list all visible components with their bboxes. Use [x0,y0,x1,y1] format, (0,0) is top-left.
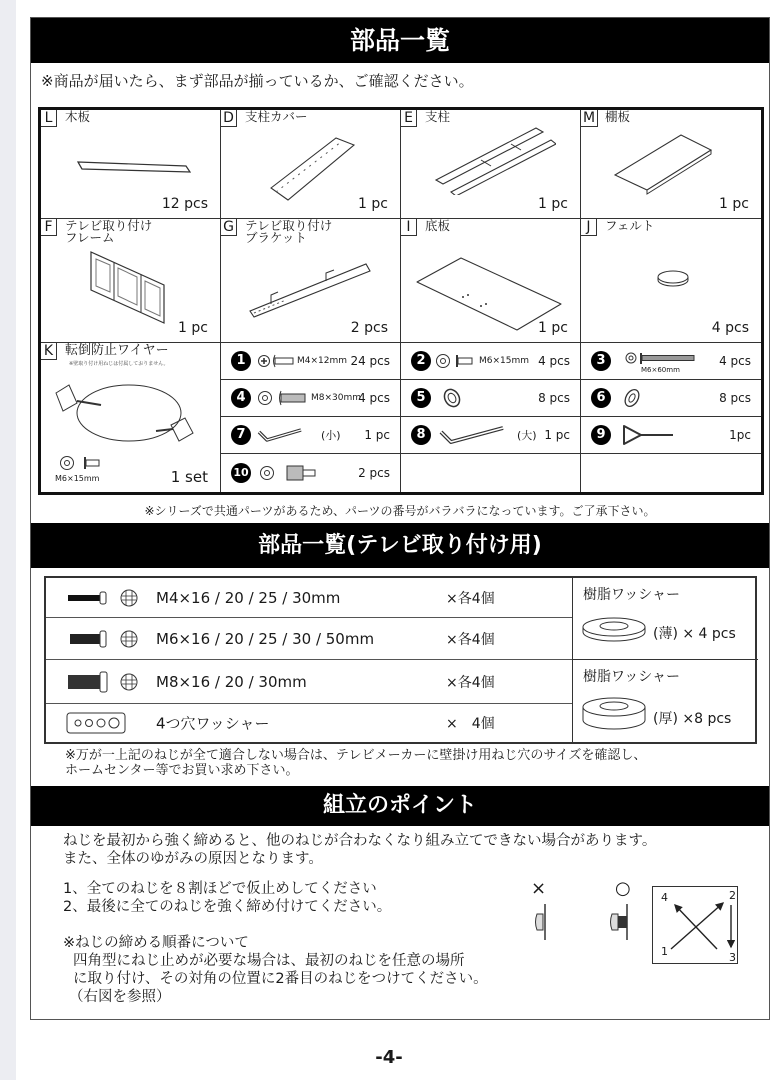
part-qty: 1 pc [719,196,749,212]
hardware-item-6 [581,380,761,417]
tv-screw-row-m6 [46,618,572,660]
flat-washer-icon [621,387,643,409]
wood-board-icon [76,158,191,178]
tight-screw-icon [603,902,633,942]
wire-screw-spec: M6×15mm [55,474,100,483]
screw-count: ×各4個 [446,590,495,607]
empty-cell [401,454,581,492]
tv-screw-row-washer-plate [46,704,572,742]
check-note: ※商品が届いたら、まず部品が揃っているか、ご確認ください。 [41,72,474,90]
item-spec: M4×12mm [297,356,348,366]
large-hex-key-icon [439,424,505,446]
item-spec: M6×60mm [641,366,680,374]
order-label-1: 1 [661,945,668,958]
item-number: 1 [231,351,251,371]
spring-washer-icon [441,387,463,409]
resin-washer-column [572,578,757,742]
item-spec: (大) [517,429,537,442]
part-name: 支柱 [425,109,451,124]
item-spec: M6×15mm [479,356,530,366]
part-id: J [581,219,597,236]
step-2: 2、最後に全てのねじを強く締め付けてください。 [63,899,392,915]
screw-size-label: M6×16 / 20 / 25 / 30 / 50mm [156,629,375,648]
order-title: ※ねじの締める順番について [63,935,249,951]
thick-washer-icon [581,696,647,732]
part-cell-F [41,219,221,343]
hardware-item-9 [581,417,761,454]
screw-order-note: ※ねじの締める順番について 四角型にねじ止めが必要な場合は、最初のねじを任意の場所 に取り付け、その対角の位置に2番目のねじをつけてください。 （右図を参照） [63,935,488,1005]
item-number: 3 [591,351,611,371]
correct-mark: ○ [615,878,631,899]
item-number: 4 [231,388,251,408]
hardware-item-1 [221,343,401,380]
item-qty: 24 pcs [350,354,390,368]
item-qty: 1 pc [364,428,390,442]
phillips-screw-icon [257,354,295,368]
item-qty: 1 pc [544,428,570,442]
assembly-intro: ねじを最初から強く締めると、他のねじが合わなくなり組み立てできない場合があります。 また、全体のゆがみの原因となります。 [63,833,657,867]
part-qty: 2 pcs [350,320,388,336]
washer-plate-label: 4つ穴ワッシャー [156,714,270,733]
parts-list-title: 部品一覧 [31,18,769,63]
part-name: 棚板 [605,109,631,124]
long-bolt-icon [625,352,697,366]
hardware-item-2 [401,343,581,380]
shelf-board-icon [611,130,716,195]
order-label-2: 2 [729,889,736,902]
post-icon [431,120,556,195]
part-name: 支柱カバー [245,109,308,124]
resin-washer-thin [573,578,758,660]
part-qty: 1 pc [178,320,208,336]
part-name: 転倒防止ワイヤー [65,343,169,358]
item-number: 2 [411,351,431,371]
part-id: K [41,343,57,360]
felt-pad-icon [656,269,691,289]
part-id: I [401,219,417,236]
tv-frame-icon [86,247,171,327]
part-qty: 12 pcs [161,196,208,212]
item-spec: (小) [321,429,341,442]
item-qty: 2 pcs [358,466,390,480]
hardware-item-7 [221,417,401,454]
item-number: 7 [231,425,251,445]
part-cell-I [401,219,581,343]
item-qty: 1pc [729,428,751,442]
assembly-points-title: 組立のポイント [31,786,769,826]
order-label-3: 3 [729,951,736,964]
hardware-item-4 [221,380,401,417]
part-cell-L [41,110,221,219]
part-cell-M [581,110,761,219]
tv-bracket-icon [246,259,371,319]
item-spec: M8×30mm [311,393,362,403]
part-id: E [401,110,417,127]
four-hole-washer-icon [66,711,128,735]
hardware-item-5 [401,380,581,417]
item-number: 5 [411,388,431,408]
item-qty: 4 pcs [719,354,751,368]
item-qty: 8 pcs [538,391,570,405]
tv-screw-row-m8 [46,660,572,704]
part-name: フェルト [605,218,655,233]
item-qty: 4 pcs [538,354,570,368]
hardware-item-10 [221,454,401,492]
part-qty: 1 pc [358,196,388,212]
part-id: M [581,110,598,127]
part-id: F [41,219,57,236]
part-name: 木板 [65,109,91,124]
tv-screw-table [44,576,757,744]
screw-count: ×各4個 [446,674,495,691]
part-id: L [41,110,57,127]
wire-subnote: ※壁取り付け用ねじは付属しておりません。 [69,361,169,367]
screw-size-label: M4×16 / 20 / 25 / 30mm [156,588,341,607]
part-cell-K [41,343,221,492]
loose-screw-icon [531,902,551,942]
washer-title: 樹脂ワッシャー [583,669,681,685]
washer-qty: (薄) × 4 pcs [653,626,736,642]
manual-page [30,17,770,1020]
post-cover-icon [266,130,356,205]
part-name: テレビ取り付け フレーム [65,218,153,245]
resin-washer-thick [573,660,758,742]
viewer-margin [0,0,16,1080]
empty-cell [581,454,761,492]
m8-screw-icon [66,670,146,694]
part-qty: 1 pc [538,196,568,212]
washer-plate-count: × 4個 [446,716,495,732]
parts-grid [38,107,764,495]
screw-count: ×各4個 [446,631,495,648]
anti-tip-wire-icon [51,373,201,448]
tv-screw-row-m4 [46,578,572,618]
part-name: 底板 [425,218,451,233]
part-id: G [221,219,237,236]
part-cell-J [581,219,761,343]
hardware-item-3 [581,343,761,380]
item-number: 9 [591,425,611,445]
thin-washer-icon [581,616,647,644]
screw-icon [83,456,101,470]
anchor-bolt-icon [259,465,319,481]
part-name: テレビ取り付け ブラケット [245,218,333,245]
series-note: ※シリーズで共通パーツがあるため、パーツの番号がバラバラになっています。ご了承下さい。 [144,504,656,518]
part-qty: 4 pcs [711,320,749,336]
item-qty: 4 pcs [358,391,390,405]
item-number: 8 [411,425,431,445]
step-1: 1、全てのねじを８割ほどで仮止めしてください [63,881,377,897]
tightening-order-diagram [652,886,738,964]
part-qty: 1 pc [538,320,568,336]
tv-parts-title: 部品一覧(テレビ取り付け用) [31,523,769,568]
item-qty: 8 pcs [719,391,751,405]
hardware-item-8 [401,417,581,454]
wrong-mark: × [531,878,547,899]
tv-screw-note: ※万が一上記のねじが全て適合しない場合は、テレビメーカーに壁掛け用ねじ穴のサイズを確認し、 ホームセンター等でお買い求め下さい。 [65,748,647,778]
assembly-steps [63,880,391,916]
item-number: 6 [591,388,611,408]
part-cell-G [221,219,401,343]
part-cell-D [221,110,401,219]
washer-icon [59,455,75,471]
small-hex-key-icon [257,426,303,444]
page-number: -4- [375,1047,403,1068]
m4-screw-icon [66,588,146,608]
part-qty: 1 set [170,468,208,486]
part-id: D [221,110,237,127]
hex-bolt-icon [257,390,307,406]
screw-size-label: M8×16 / 20 / 30mm [156,672,307,691]
t-wrench-icon [621,424,677,446]
m6-screw-icon [66,628,146,650]
washer-title: 樹脂ワッシャー [583,587,681,603]
hex-screw-icon [435,353,475,369]
item-number: 10 [231,463,251,483]
order-label-4: 4 [661,891,668,904]
washer-qty: (厚) ×8 pcs [653,711,732,727]
part-cell-E [401,110,581,219]
